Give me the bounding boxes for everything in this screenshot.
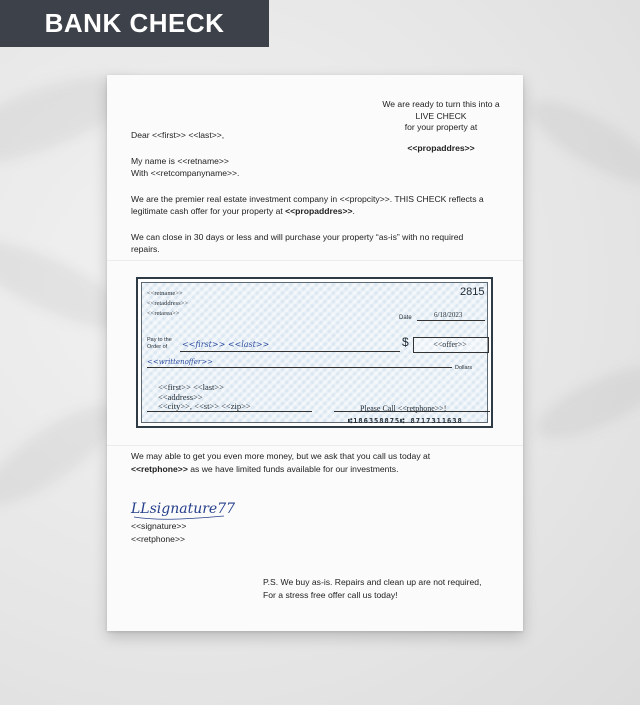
paragraph-2-line-2: repairs. bbox=[131, 244, 160, 254]
date-value: 6/18/2023 bbox=[434, 311, 463, 319]
amount-value: <<offer>> bbox=[433, 340, 467, 349]
fold-line bbox=[107, 260, 523, 261]
paragraph-2-line-1: We can close in 30 days or less and will purchase your property “as-is” with no required bbox=[131, 232, 464, 242]
shadow-leaf bbox=[527, 353, 640, 453]
check-face bbox=[141, 282, 488, 423]
date-label: Date bbox=[399, 315, 412, 321]
signature-image bbox=[129, 495, 244, 523]
greeting: Dear <<first>> <<last>>, bbox=[131, 130, 225, 140]
check-number: 2815 bbox=[460, 286, 485, 298]
intro-line: We are ready to turn this into a bbox=[382, 99, 500, 109]
page-title-banner bbox=[0, 0, 269, 47]
signature-line bbox=[334, 411, 490, 412]
name-line: My name is <<retname>> bbox=[131, 156, 229, 166]
payer-address: <<retaddress>> bbox=[147, 300, 189, 307]
shadow-leaf bbox=[519, 86, 640, 200]
paragraph-3-line-2 bbox=[131, 464, 399, 476]
paragraph-3-line-1: We may able to get you even more money, but we ask that you call us today at bbox=[131, 451, 431, 461]
intro-line: LIVE CHECK bbox=[415, 110, 467, 121]
date-line bbox=[417, 320, 485, 321]
pay-to-label bbox=[147, 337, 172, 351]
intro-text bbox=[357, 99, 525, 154]
memo-text: Please Call <<retphone>>! bbox=[360, 404, 447, 413]
payee-line bbox=[180, 351, 400, 352]
signature-label: <<signature>> bbox=[131, 521, 187, 531]
phone-label: <<retphone>> bbox=[131, 534, 186, 544]
micr-line: ⑆186358875⑆ 8717311638 bbox=[348, 417, 463, 425]
paragraph-text: legitimate cash offer for your property at bbox=[131, 206, 286, 216]
page-title: BANK CHECK bbox=[44, 8, 225, 38]
written-amount-line bbox=[147, 367, 452, 368]
property-address: <<propaddres>> bbox=[285, 206, 353, 216]
recipient-address bbox=[158, 383, 251, 412]
payer-area: <<retarea>> bbox=[147, 310, 180, 317]
ps-line-2: For a stress free offer call us today! bbox=[263, 590, 398, 600]
recipient-address-line: <<address>> bbox=[158, 391, 203, 402]
intro-line: for your property at bbox=[404, 122, 478, 132]
paragraph-text: as we have limited funds available for our investments. bbox=[187, 464, 399, 474]
paragraph-1-line-2 bbox=[131, 206, 355, 218]
bank-check bbox=[136, 277, 493, 428]
recipient-address-line: <<first>> <<last>> bbox=[158, 382, 224, 392]
svg-text:LLsignature77: LLsignature77 bbox=[131, 501, 236, 517]
paragraph-text: . bbox=[352, 206, 355, 216]
recipient-address-line: <<city>>, <<st>> <<zip>> bbox=[158, 401, 251, 411]
company-line: With <<retcompanyname>>. bbox=[131, 168, 240, 178]
retailer-phone: <<retphone>> bbox=[131, 464, 188, 474]
pay-to-label-line: Pay to the bbox=[147, 337, 172, 343]
address-underline bbox=[147, 411, 312, 412]
paragraph-1-line-1: We are the premier real estate investment company in <<propcity>>. THIS CHECK reflects a bbox=[131, 194, 484, 204]
payee-name: <<first>> <<last>> bbox=[182, 340, 270, 349]
fold-line bbox=[107, 445, 523, 446]
intro-address: <<propaddres>> bbox=[407, 142, 475, 153]
currency-symbol: $ bbox=[402, 335, 409, 349]
written-amount: <<writtenoffer>> bbox=[147, 358, 213, 366]
dollars-label: Dollars bbox=[455, 365, 473, 371]
letter-document bbox=[107, 75, 523, 631]
payer-name: <<retname>> bbox=[147, 290, 183, 297]
pay-to-label-line: Order of bbox=[147, 344, 168, 350]
ps-line-1: P.S. We buy as-is. Repairs and clean up are not required, bbox=[263, 577, 482, 587]
